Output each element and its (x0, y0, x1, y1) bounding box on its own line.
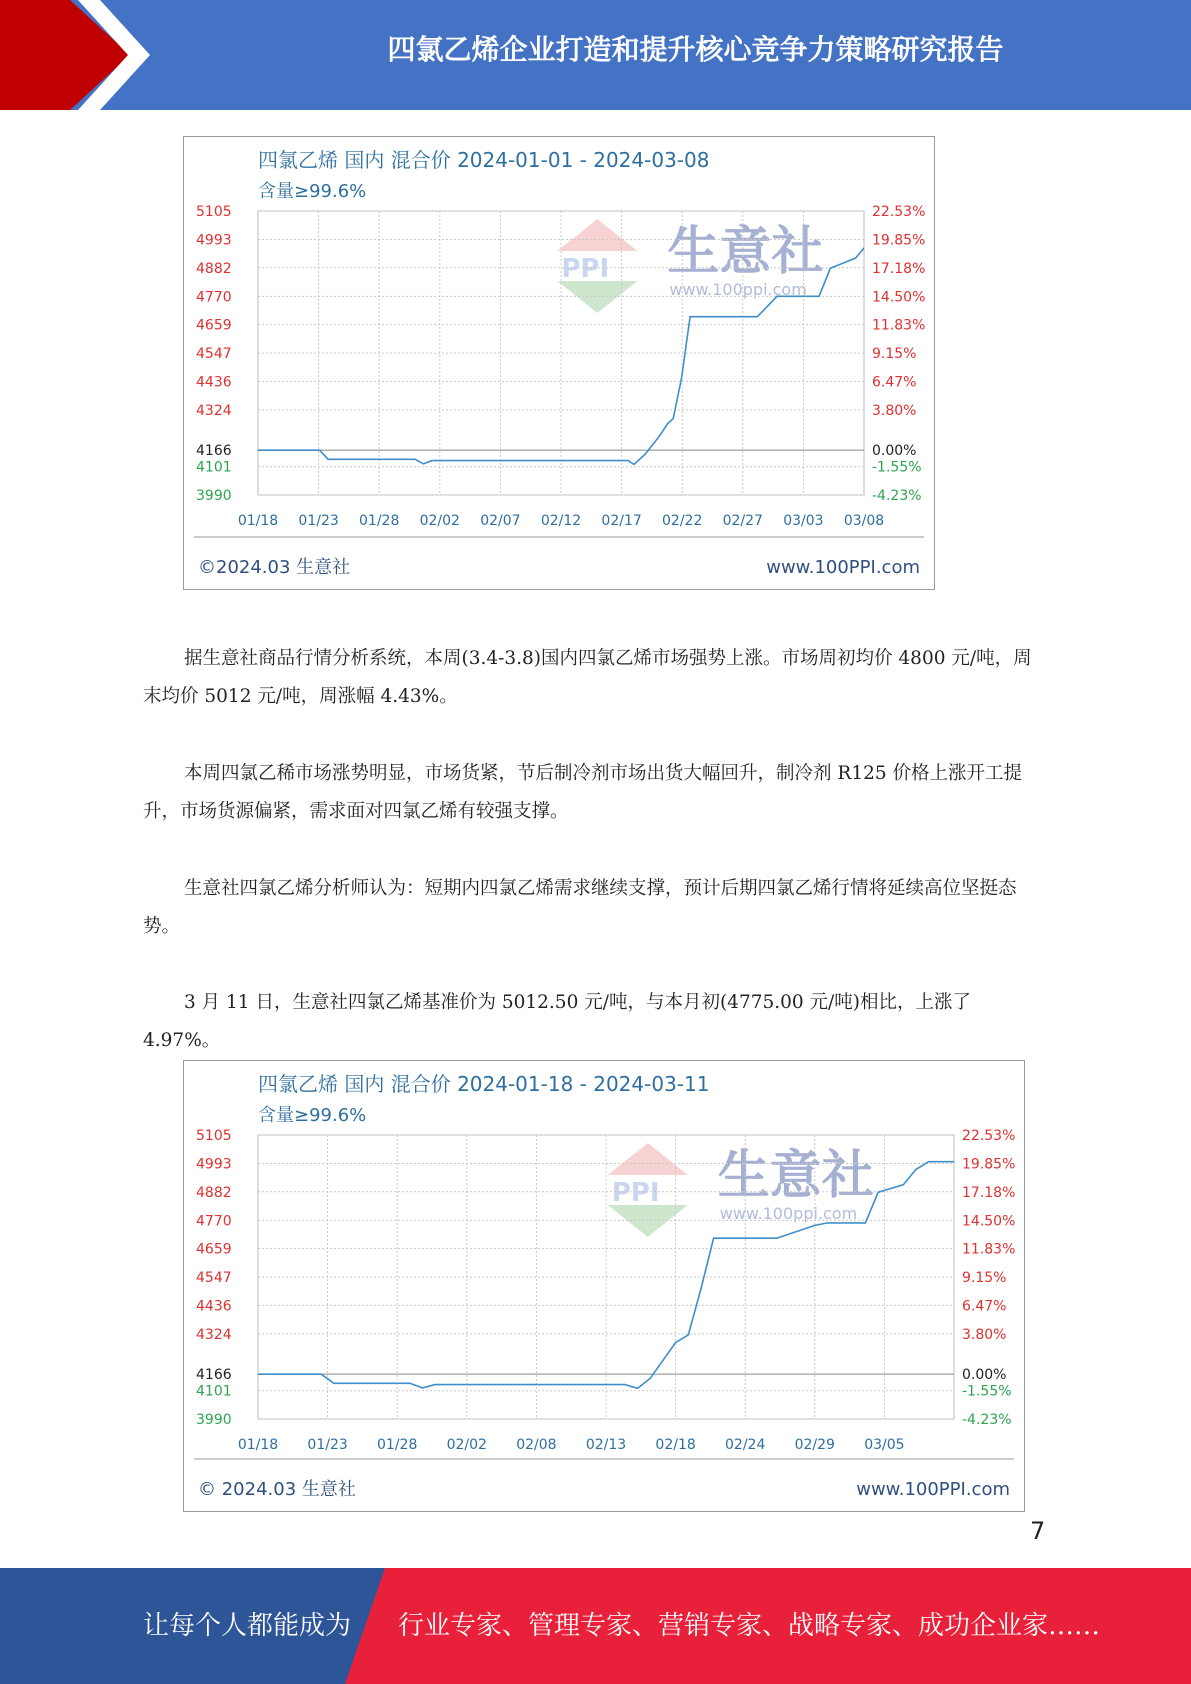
y-tick-right: 0.00% (962, 1367, 1007, 1384)
y-tick-left: 4436 (196, 1298, 232, 1315)
y-tick-right: 0.00% (872, 443, 917, 460)
y-tick-right: 14.50% (962, 1213, 1016, 1230)
y-tick-left: 4882 (196, 1184, 232, 1201)
y-tick-left: 4547 (196, 1270, 232, 1287)
x-tick-label: 02/02 (419, 513, 460, 529)
footer-slogan-right: 行业专家、管理专家、营销专家、战略专家、成功企业家…… (398, 1611, 1101, 1641)
x-tick-label: 02/07 (480, 513, 521, 529)
paragraph-4: 3 月 11 日，生意社四氯乙烯基准价为 5012.50 元/吨，与本月初(4775.00 元/吨)相比，上涨了 4.97%。 (143, 992, 972, 1051)
paragraph-2: 本周四氯乙稀市场涨势明显，市场货紧，节后制冷剂市场出货大幅回升，制冷剂 R125 价格上涨开工提升，市场货源偏紧，需求面对四氯乙烯有较强支撑。 (143, 763, 1023, 822)
watermark-url: www.100ppi.com (669, 280, 807, 299)
site-url: www.100PPI.com (766, 557, 920, 578)
y-tick-left: 4101 (196, 1383, 232, 1400)
y-tick-right: 14.50% (872, 289, 926, 306)
y-tick-left: 5105 (196, 204, 232, 220)
copyright-text: ©2024.03 生意社 (198, 557, 351, 578)
watermark-ppi: PPI (611, 1178, 660, 1208)
y-tick-left: 4770 (196, 289, 232, 306)
y-tick-right: 9.15% (872, 346, 917, 363)
x-tick-label: 01/18 (237, 1437, 279, 1453)
y-tick-left: 4166 (196, 1367, 232, 1384)
watermark-text: 生意社 (667, 222, 824, 282)
y-tick-right: 11.83% (872, 317, 926, 334)
paragraph-3: 生意社四氯乙烯分析师认为：短期内四氯乙烯需求继续支撑，预计后期四氯乙烯行情将延续高位坚挺态势。 (143, 878, 1017, 937)
y-tick-left: 4101 (196, 459, 232, 476)
footer-slogan-left: 让每个人都能成为 (143, 1611, 352, 1641)
y-tick-left: 4659 (196, 317, 232, 334)
watermark-logo (557, 219, 637, 313)
chart-title: 四氯乙烯 国内 混合价 2024-01-18 - 2024-03-11 (258, 1072, 710, 1096)
x-tick-label: 02/22 (662, 513, 703, 529)
y-tick-right: 6.47% (962, 1298, 1007, 1315)
x-tick-label: 02/24 (725, 1437, 766, 1453)
x-tick-label: 02/27 (722, 513, 763, 529)
y-tick-right: 6.47% (872, 374, 917, 391)
y-tick-right: 22.53% (962, 1128, 1016, 1144)
watermark-logo (608, 1143, 688, 1237)
chart-svg (184, 137, 934, 589)
watermark-ppi: PPI (561, 254, 610, 284)
chart-subtitle: 含量≥99.6% (258, 181, 367, 202)
chart-title: 四氯乙烯 国内 混合价 2024-01-01 - 2024-03-08 (258, 148, 710, 172)
y-tick-right: 17.18% (962, 1184, 1016, 1201)
page-number: 7 (1030, 1517, 1046, 1545)
price-chart-1 (183, 136, 935, 590)
y-tick-right: 19.85% (962, 1156, 1016, 1173)
y-tick-left: 4770 (196, 1213, 232, 1230)
watermark-url: www.100ppi.com (719, 1204, 858, 1223)
y-tick-right: 17.18% (872, 260, 926, 277)
x-tick-label: 01/18 (237, 513, 279, 529)
y-tick-left: 4659 (196, 1241, 232, 1258)
y-tick-left: 3990 (196, 488, 232, 504)
y-tick-right: 11.83% (962, 1241, 1016, 1258)
y-tick-left: 4993 (196, 1156, 232, 1173)
x-tick-label: 01/23 (298, 513, 339, 529)
watermark-text: 生意社 (717, 1146, 874, 1206)
x-tick-label: 02/13 (585, 1437, 627, 1453)
x-tick-label: 01/28 (359, 513, 400, 529)
x-tick-label: 02/18 (655, 1437, 696, 1453)
y-tick-right: 22.53% (872, 204, 926, 220)
y-tick-left: 4166 (196, 443, 232, 460)
page-header (0, 0, 1191, 110)
y-tick-right: 19.85% (872, 232, 926, 249)
report-title: 四氯乙烯企业打造和提升核心竞争力策略研究报告 (387, 33, 1004, 66)
y-tick-right: 9.15% (962, 1270, 1007, 1287)
paragraph-1: 据生意社商品行情分析系统，本周(3.4-3.8)国内四氯乙烯市场强势上涨。市场周初均价 4800 元/吨，周末均价 5012 元/吨，周涨幅 4.43%。 (143, 648, 1032, 707)
y-tick-left: 4324 (196, 402, 232, 419)
x-tick-label: 02/02 (446, 1437, 487, 1453)
x-tick-label: 03/08 (843, 513, 885, 529)
y-tick-left: 4547 (196, 346, 232, 363)
y-tick-right: 3.80% (872, 402, 917, 419)
x-tick-label: 01/23 (307, 1437, 348, 1453)
y-tick-left: 3990 (196, 1412, 232, 1428)
chart-svg (184, 1061, 1024, 1511)
watermark-base (557, 281, 637, 313)
x-tick-label: 02/17 (601, 513, 642, 529)
x-tick-label: 02/08 (516, 1437, 557, 1453)
x-tick-label: 03/03 (783, 513, 824, 529)
price-chart-2 (183, 1060, 1025, 1512)
x-tick-label: 01/28 (377, 1437, 418, 1453)
y-tick-right: -1.55% (872, 459, 922, 476)
y-tick-left: 4882 (196, 260, 232, 277)
x-tick-label: 03/05 (864, 1437, 905, 1453)
y-tick-right: -4.23% (962, 1412, 1012, 1428)
watermark-roof (557, 219, 637, 251)
y-tick-left: 4324 (196, 1326, 232, 1343)
y-tick-left: 4436 (196, 374, 232, 391)
page-footer (0, 1568, 1191, 1684)
y-tick-left: 4993 (196, 232, 232, 249)
y-tick-right: -1.55% (962, 1383, 1012, 1400)
x-tick-label: 02/12 (540, 513, 582, 529)
site-url: www.100PPI.com (856, 1479, 1010, 1500)
y-tick-right: 3.80% (962, 1326, 1007, 1343)
x-tick-label: 02/29 (794, 1437, 835, 1453)
chart-subtitle: 含量≥99.6% (258, 1105, 367, 1126)
y-tick-right: -4.23% (872, 488, 922, 504)
y-tick-left: 5105 (196, 1128, 232, 1144)
copyright-text: © 2024.03 生意社 (198, 1479, 356, 1500)
